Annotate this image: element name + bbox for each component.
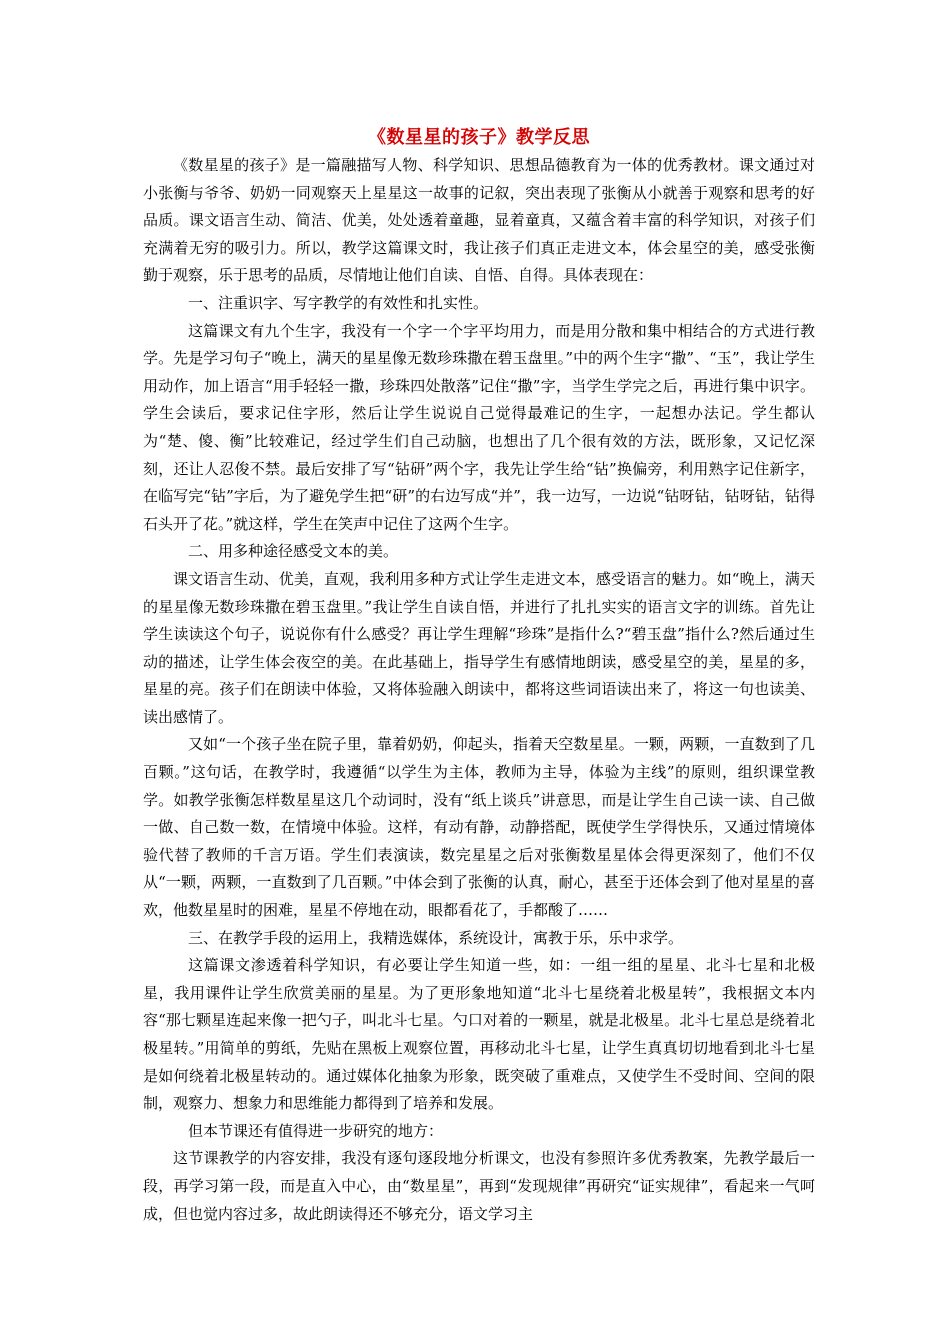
section-heading-1: 一、注重识字、写字教学的有效性和扎实性。 (188, 293, 489, 312)
section-heading-2: 二、用多种途径感受文本的美。 (188, 542, 399, 561)
body-paragraph: 课文语言生动、优美，直观，我利用多种方式让学生走进文本，感受语言的魅力。如“晚上，满天的星星像无数珍珠撒在碧玉盘里。”我让学生自读自悟，并进行了扎扎实实的语言文字的训练。首先让学生读读这个句子，说说你有什么感受？再让学生理解“珍珠”是指什么?“碧玉盘”指什么?然后通过生动的描述，让学生体会夜空的美。在此基础上，指导学生有感情地朗读，感受星空的美，星星的多，星星的亮。孩子们在朗读中体验，又将体验融入朗读中，都将这些词语读出来了，将这一句也读美、读出感情了。 (143, 569, 815, 726)
section-heading-3: 三、在教学手段的运用上，我精选媒体，系统设计，寓教于乐，乐中求学。 (188, 928, 684, 947)
body-paragraph: 这节课教学的内容安排，我没有逐句逐段地分析课文，也没有参照许多优秀教案，先教学最后一段，再学习第一段，而是直入中心，由“数星星”，再到“发现规律”再研究“证实规律”，看起来一气呵成，但也觉内容过多，故此朗读得还不够充分，语文学习主 (143, 1149, 815, 1223)
body-paragraph: 这篇课文有九个生字，我没有一个字一个字平均用力，而是用分散和集中相结合的方式进行教学。先是学习句子“晚上，满天的星星像无数珍珠撒在碧玉盘里。”中的两个生字“撒”、“玉”，我让学生用动作，加上语言“用手轻轻一撒，珍珠四处散落”记住“撒”字，当学生学完之后，再进行集中识字。学生会读后，要求记住字形，然后让学生说说自己觉得最难记的生字，一起想办法记。学生都认为“楚、傻、衡”比较难记，经过学生们自己动脑，也想出了几个很有效的方法，既形象，又记忆深刻，还让人忍俊不禁。最后安排了写“钻研”两个字，我先让学生给“钻”换偏旁，利用熟字记住新字，在临写完“钻”字后，为了避免学生把“研”的右边写成“并”，我一边写，一边说“钻呀钻，钻呀钻，钻得石头开了花。”就这样，学生在笑声中记住了这两个生字。 (143, 321, 815, 533)
section-heading-reflection: 但本节课还有值得进一步研究的地方： (188, 1121, 444, 1140)
document-title: 《数星星的孩子》教学反思 (368, 127, 590, 148)
body-paragraph: 又如“一个孩子坐在院子里，靠着奶奶，仰起头，指着天空数星星。一颗，两颗，一直数到了几百颗。”这句话，在教学时，我遵循“以学生为主体，教师为主导，体验为主线”的原则，组织课堂教学。如教学张衡怎样数星星这几个动词时，没有“纸上谈兵”讲意思，而是让学生自己读一读、自己做一做、自己数一数，在情境中体验。这样，有动有静，动静搭配，既使学生学得快乐，又通过情境体验代替了教师的千言万语。学生们表演读，数完星星之后对张衡数星星体会得更深刻了，他们不仅从“一颗，两颗，一直数到了几百颗。”中体会到了张衡的认真，耐心，甚至于还体会到了他对星星的喜欢，他数星星时的困难，星星不停地在动，眼都看花了，手都酸了…… (143, 735, 815, 920)
document-page (143, 124, 815, 1228)
intro-paragraph: 《数星星的孩子》是一篇融描写人物、科学知识、思想品德教育为一体的优秀教材。课文通过对小张衡与爷爷、奶奶一同观察天上星星这一故事的记叙，突出表现了张衡从小就善于观察和思考的好品质。课文语言生动、简洁、优美，处处透着童趣，显着童真，又蕴含着丰富的科学知识，对孩子们充满着无穷的吸引力。所以，教学这篇课文时，我让孩子们真正走进文本，体会星空的美，感受张衡勤于观察，乐于思考的品质，尽情地让他们自读、自悟、自得。具体表现在： (143, 156, 815, 285)
body-paragraph: 这篇课文渗透着科学知识，有必要让学生知道一些，如：一组一组的星星、北斗七星和北极星，我用课件让学生欣赏美丽的星星。为了更形象地知道“北斗七星绕着北极星转”，我根据文本内容“那七颗星连起来像一把勺子，叫北斗七星。勺口对着的一颗星，就是北极星。北斗七星总是绕着北极星转。”用简单的剪纸，先贴在黑板上观察位置，再移动北斗七星，让学生真真切切地看到北斗七星是如何绕着北极星转动的。通过媒体化抽象为形象，既突破了重难点，又使学生不受时间、空间的限制，观察力、想象力和思维能力都得到了培养和发展。 (143, 956, 815, 1113)
